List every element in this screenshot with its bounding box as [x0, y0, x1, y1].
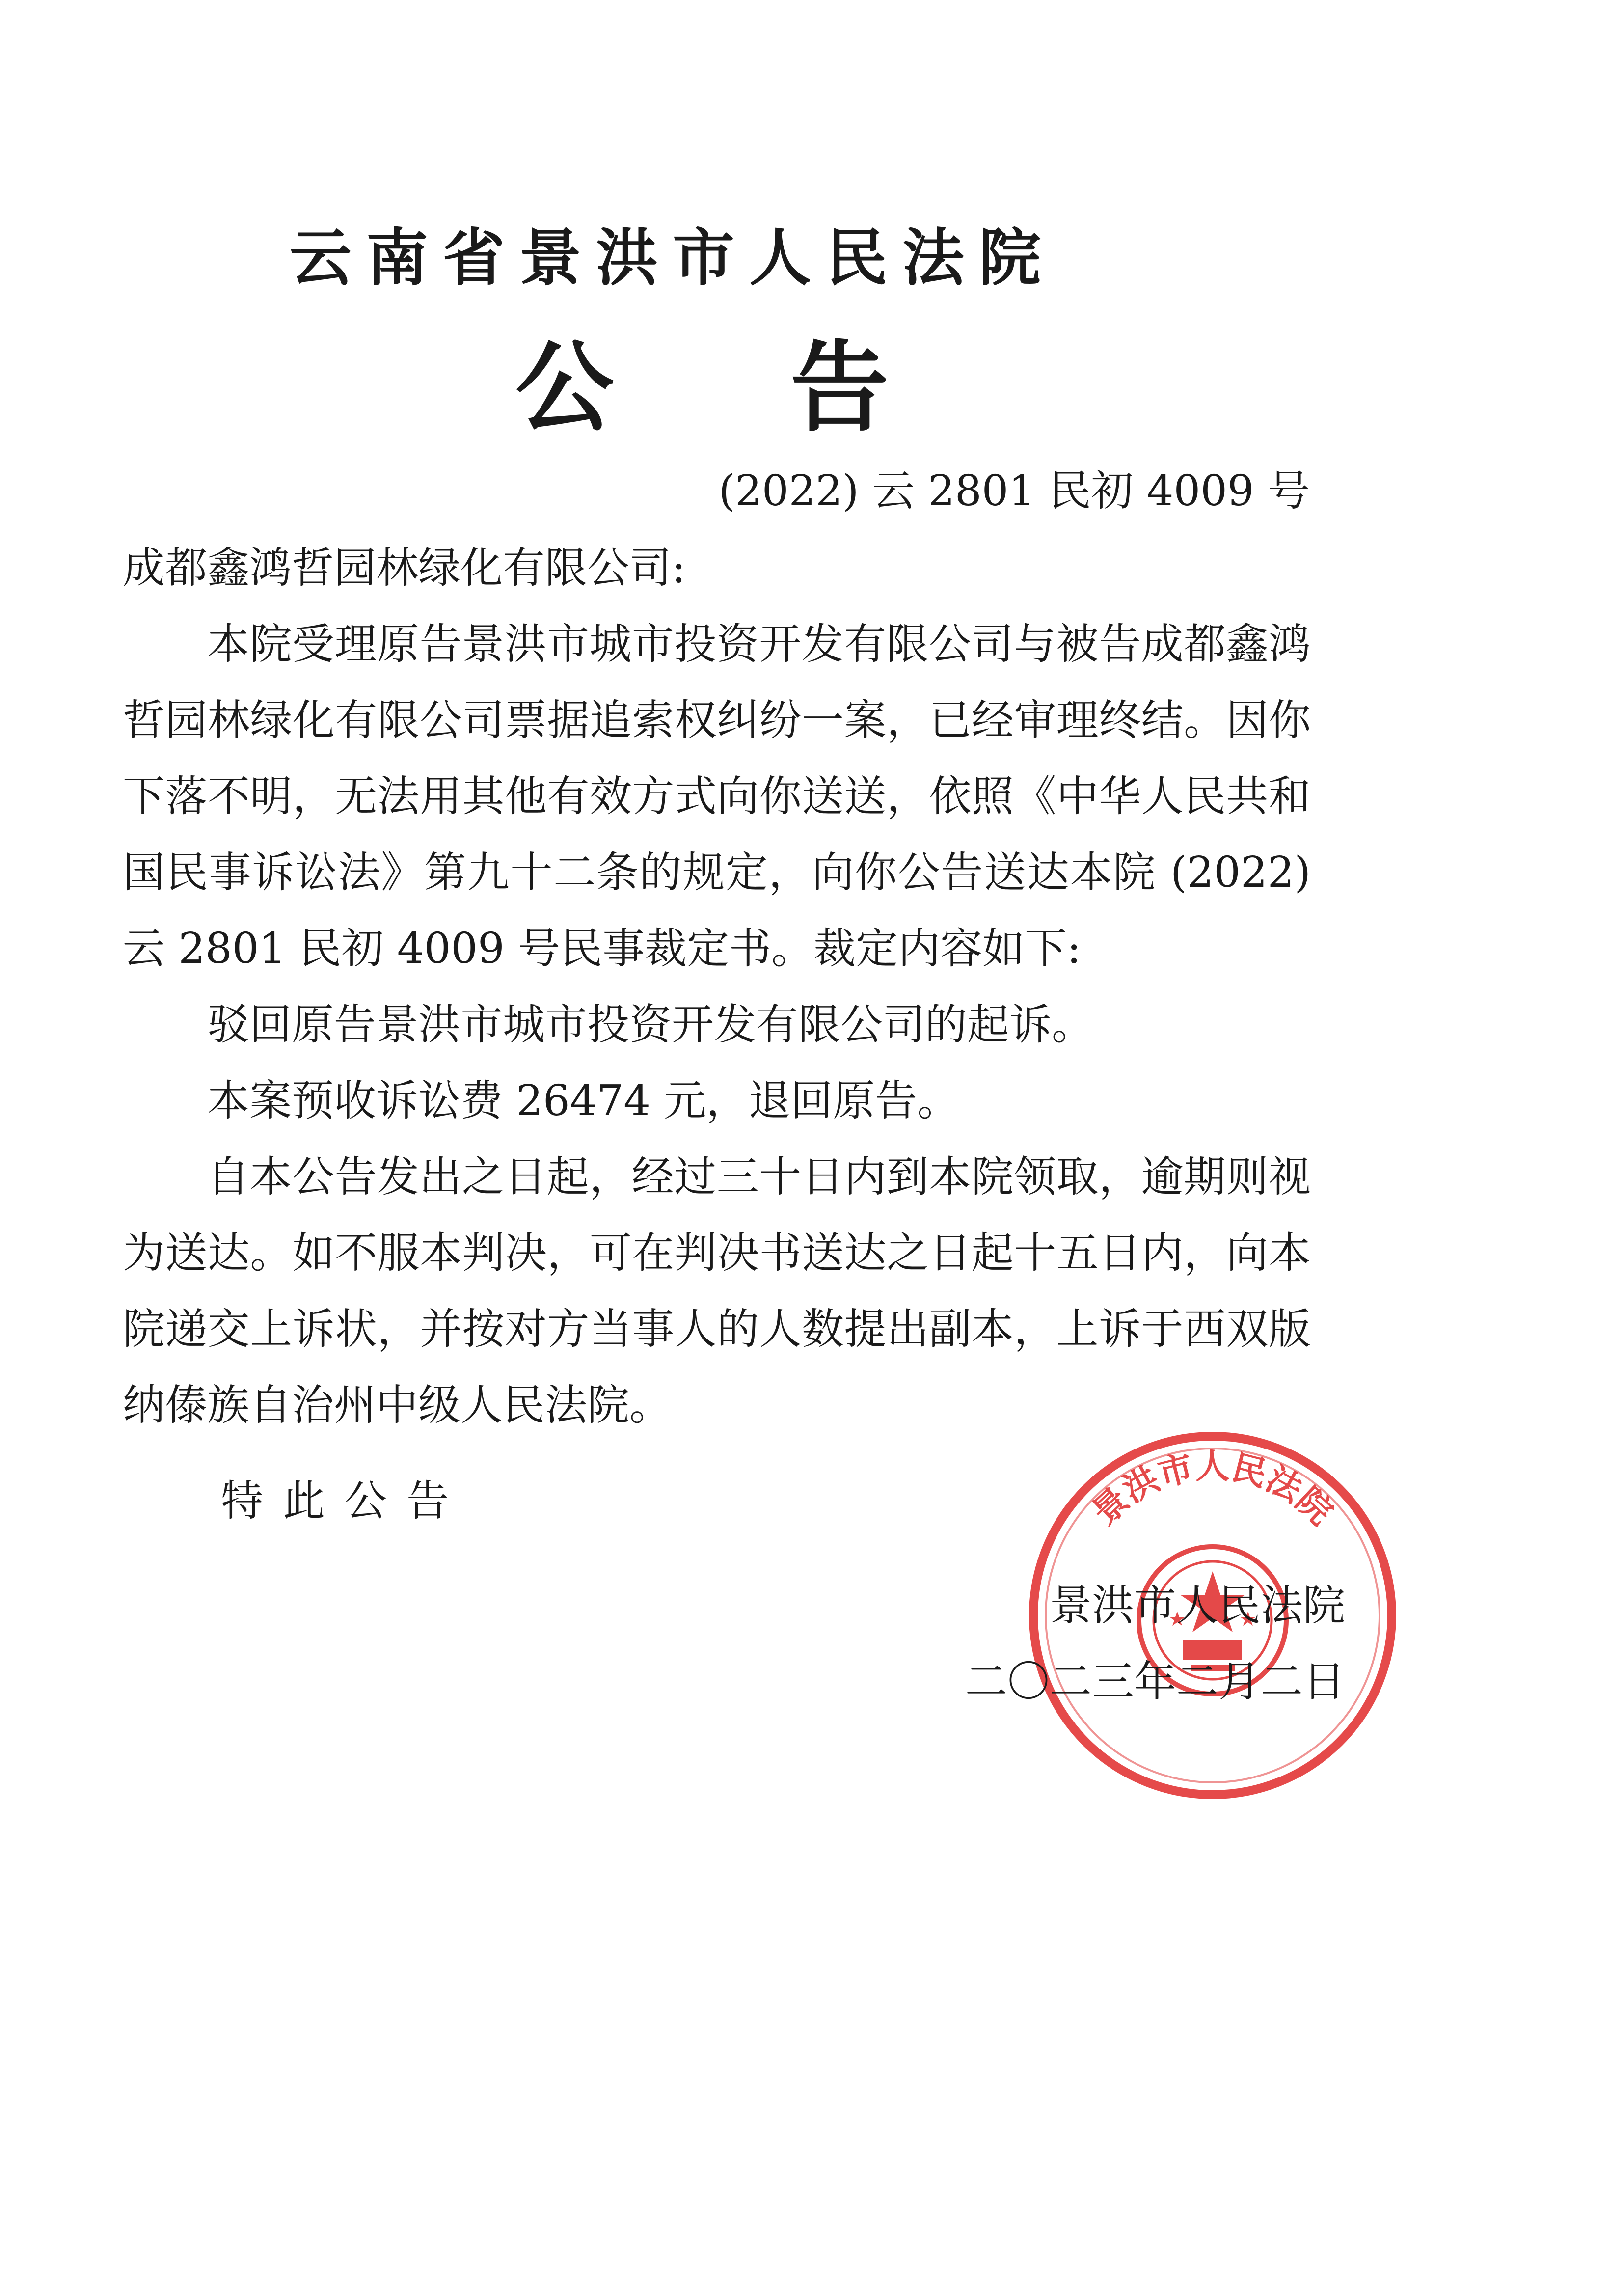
signature-date: 二〇二三年二月二日	[965, 1657, 1345, 1706]
addressee: 成都鑫鸿哲园林绿化有限公司:	[123, 544, 686, 593]
paragraph-ruling: 驳回原告景洪市城市投资开发有限公司的起诉。	[207, 1000, 1094, 1049]
announcement-body	[123, 530, 1311, 1539]
signature-court: 景洪市人民法院	[1050, 1581, 1345, 1630]
svg-text:景洪市人民法院: 景洪市人民法院	[1084, 1446, 1341, 1533]
case-number: (2022) 云 2801 民初 4009 号	[718, 466, 1310, 516]
paragraph-appeal: 自本公告发出之日起，经过三十日内到本院领取，逾期则视为送达。如不服本判决，可在判决书送达之日起十五日内，向本院递交上诉状，并按对方当事人的人数提出副本，上诉于西双版纳傣族自治州中级人民法院。	[123, 1152, 1311, 1430]
closing-line: 特此公告	[221, 1476, 468, 1526]
paragraph-notice: 本院受理原告景洪市城市投资开发有限公司与被告成都鑫鸿哲园林绿化有限公司票据追索权纠纷一案，已经审理终结。因你下落不明，无法用其他有效方式向你送送，依照《中华人民共和国民事诉讼法》第九十二条的规定，向你公告送达本院 (2022) 云 2801 民初 4009 号民事裁定书。裁定内容如下:	[123, 620, 1311, 973]
court-name: 云南省景洪市人民法院	[290, 221, 1056, 294]
paragraph-fees: 本案预收诉讼费 26474 元，退回原告。	[207, 1076, 960, 1125]
document-title: 公告	[515, 330, 1066, 445]
